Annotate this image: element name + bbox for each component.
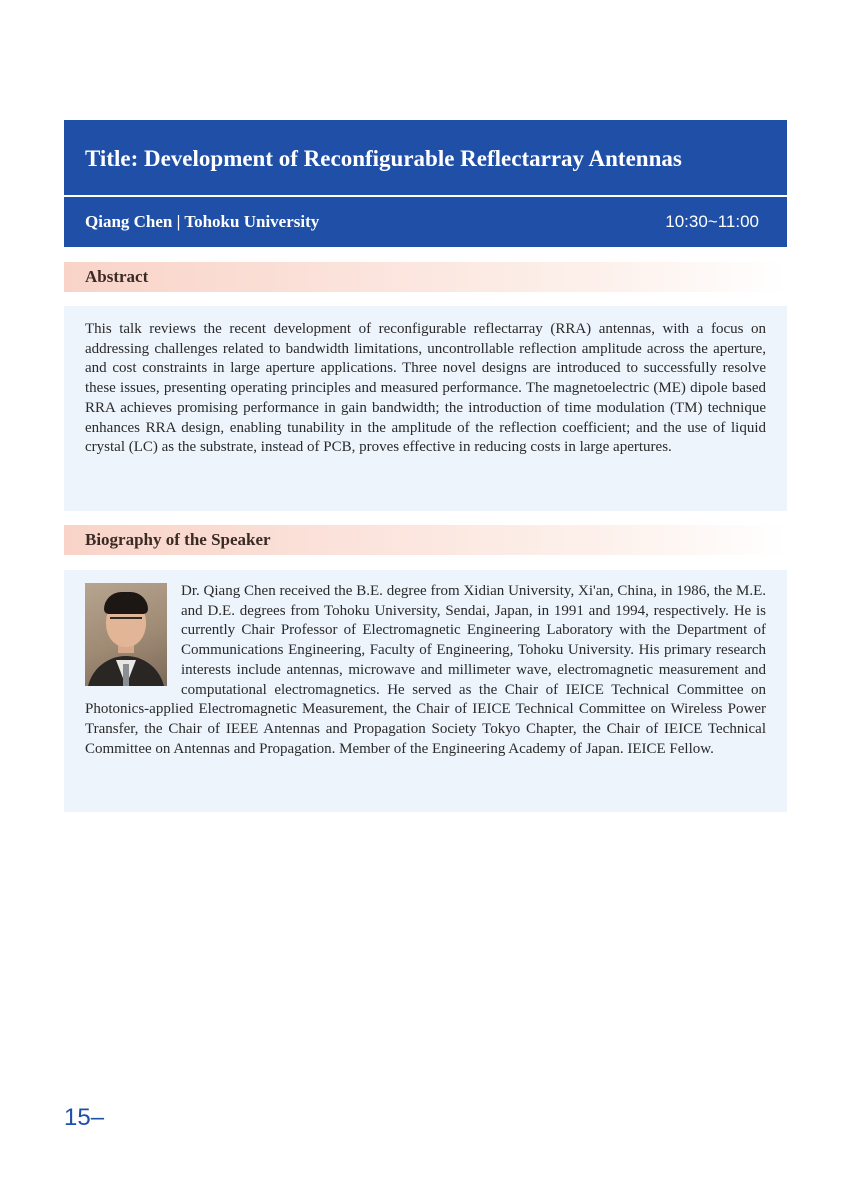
- talk-title: Title: Development of Reconfigurable Reflectarray Antennas: [85, 145, 682, 171]
- speaker-bar: [64, 197, 787, 247]
- title-bar: [64, 120, 787, 195]
- abstract-box: [64, 306, 787, 511]
- abstract-text: This talk reviews the recent development of reconfigurable reflectarray (RRA) antennas, with a focus on addressing challenges related to bandwidth limitations, uncontrollable reflection amplitude across the aperture, and cost constraints in large aperture applications. Three novel designs are introduced to successfully resolve these issues, presenting operating principles and measured performance. The magnetoelectric (ME) dipole based RRA achieves promising performance in gain bandwidth; the introduction of time modulation (TM) technique enhances RRA design, enabling tunability in the amplitude of the reflection coefficient; and the use of liquid crystal (LC) as the substrate, instead of PCB, proves effective in reducing costs in large apertures.: [85, 321, 766, 456]
- talk-time: 10:30~11:00: [665, 212, 759, 231]
- page-number: 15–: [64, 1104, 105, 1131]
- speaker-name: Qiang Chen | Tohoku University: [85, 212, 320, 231]
- biography-heading: [64, 525, 787, 555]
- speaker-photo: [85, 583, 167, 686]
- biography-box: [64, 570, 787, 812]
- biography-text: Dr. Qiang Chen received the B.E. degree from Xidian University, Xi'an, China, in 1986, the M.E. and D.E. degrees from Tohoku University, Sendai, Japan, in 1991 and 1994, respectively. He is currently Chair Professor of Electromagnetic Engineering Laboratory with the Department of Communications Engineering, Faculty of Engineering, Tohoku University. His primary research interests include antennas, microwave and millimeter wave, electromagnetic measurement and computational electromagnetics. He served as the Chair of IEICE Technical Committee on Photonics-applied Electromagnetic Measurement, the Chair of IEICE Technical Committee on Wireless Power Transfer, the Chair of IEEE Antennas and Propagation Society Tokyo Chapter, the Chair of IEICE Technical Committee on Antennas and Propagation. Member of the Engineering Academy of Japan. IEICE Fellow.: [85, 583, 766, 757]
- abstract-heading: [64, 262, 787, 292]
- biography-heading-label: Biography of the Speaker: [85, 530, 271, 549]
- abstract-heading-label: Abstract: [85, 267, 149, 286]
